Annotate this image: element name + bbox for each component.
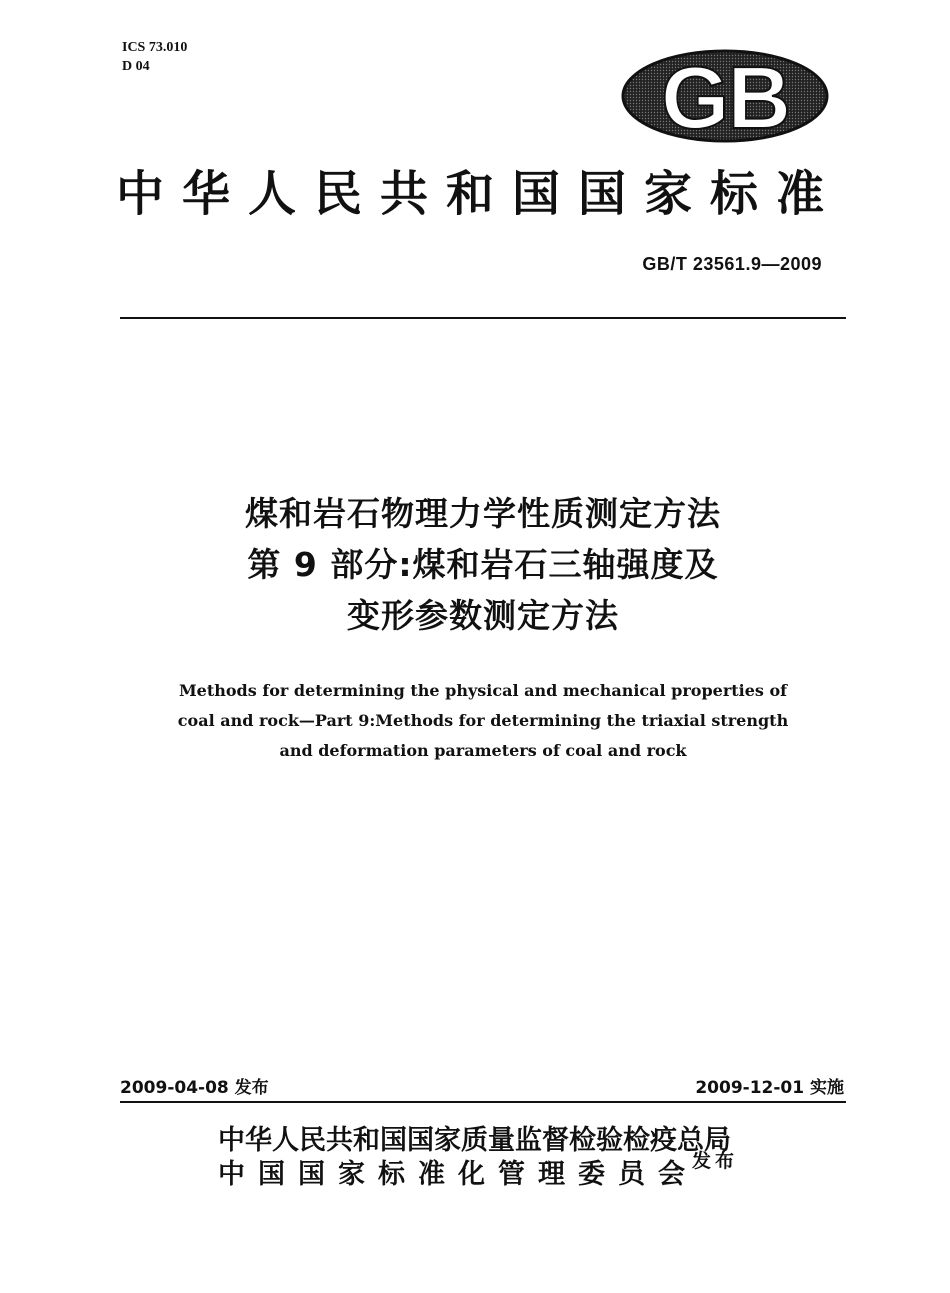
logo-lettering: GB xyxy=(661,48,789,144)
issue-date: 2009-04-08 发布 xyxy=(120,1078,269,1098)
english-title-line: Methods for determining the physical and mechanical properties of xyxy=(178,681,788,700)
publish-label: 发布 xyxy=(692,1150,739,1172)
issuer-sac: 中国国家标准化管理委员会 xyxy=(218,1159,698,1190)
classification-codes xyxy=(122,38,187,76)
english-title xyxy=(120,676,846,766)
ics-code: ICS 73.010 xyxy=(122,40,188,55)
english-title-line: coal and rock—Part 9:Methods for determining the triaxial strength xyxy=(177,711,789,730)
chinese-title-line: 煤和岩石物理力学性质测定方法 xyxy=(245,494,721,533)
english-title-line: and deformation parameters of coal and rock xyxy=(279,741,687,760)
chinese-title-line: 第 9 部分:煤和岩石三轴强度及 xyxy=(247,545,719,584)
chinese-title xyxy=(120,488,846,641)
issuer-aqsiq: 中华人民共和国国家质量监督检验检疫总局 xyxy=(218,1125,731,1156)
standard-number: GB/T 23561.9—2009 xyxy=(642,254,822,274)
issuing-authorities xyxy=(218,1124,731,1192)
gb-logo xyxy=(620,48,830,144)
ccs-code: D 04 xyxy=(122,59,150,74)
top-divider xyxy=(120,317,846,319)
bottom-divider xyxy=(120,1101,846,1103)
chinese-title-line: 变形参数测定方法 xyxy=(347,596,619,635)
implementation-date: 2009-12-01 实施 xyxy=(695,1078,844,1098)
national-standard-title: 中华人民共和国国家标准 xyxy=(116,166,843,222)
